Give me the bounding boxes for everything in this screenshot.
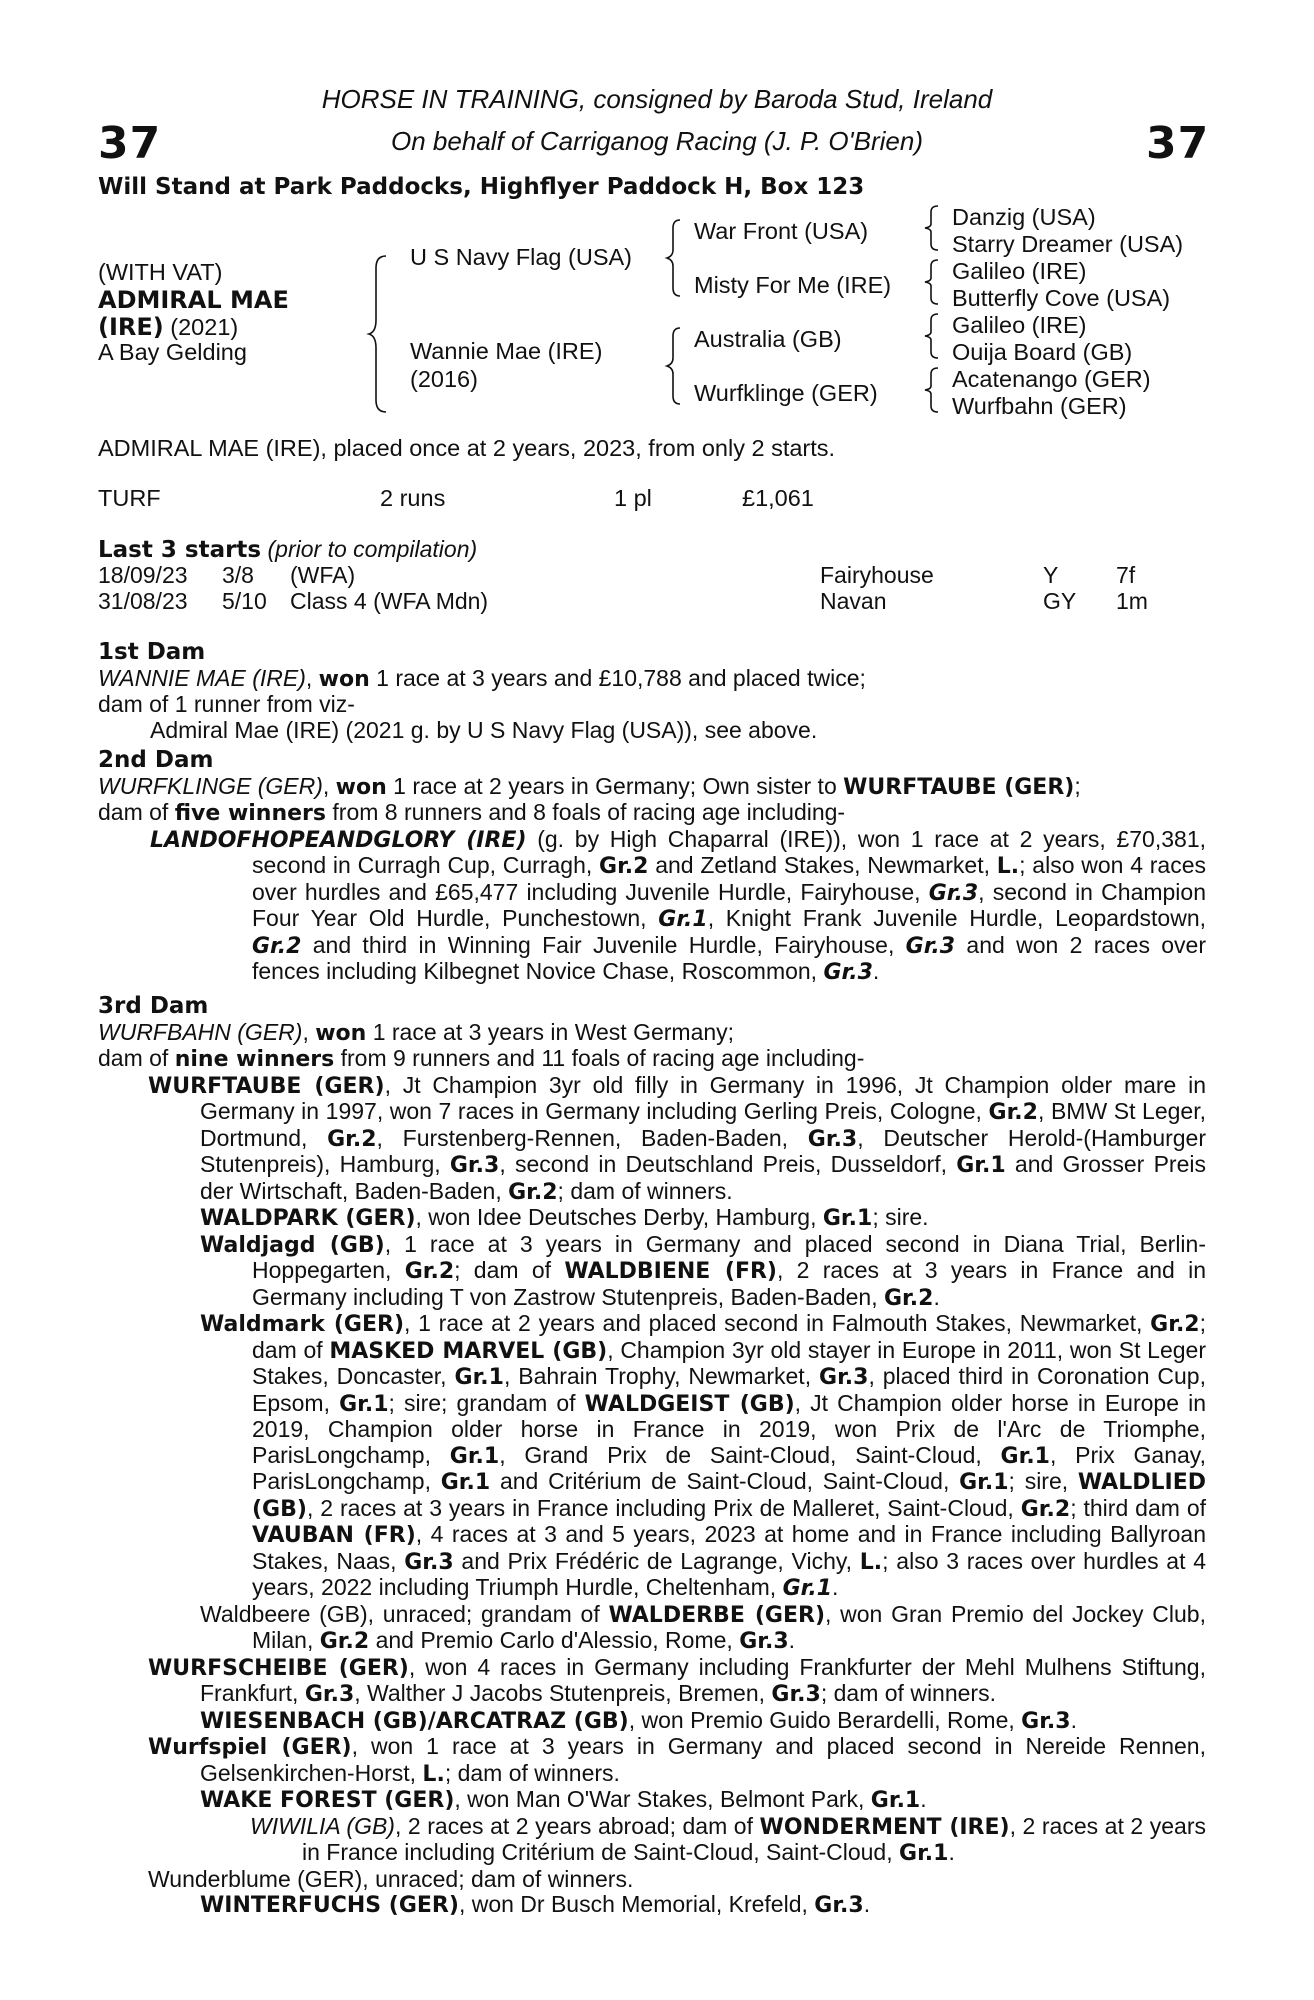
horse-name: WAKE FOREST (GER) bbox=[200, 1788, 455, 1813]
start-course: Navan bbox=[820, 588, 887, 614]
text: and Premio Carlo d'Alessio, Rome, bbox=[369, 1627, 740, 1653]
produce-entry bbox=[98, 1311, 1206, 1602]
horse-name: WALDBIENE (FR) bbox=[564, 1259, 777, 1284]
grade: Gr.2 bbox=[884, 1285, 934, 1311]
text: ; sire, bbox=[1008, 1468, 1078, 1494]
pedigree-sss: Danzig (USA) bbox=[952, 204, 1096, 230]
text: , 1 race at 2 years and placed second in Falmouth Stakes, Newmarket, bbox=[404, 1310, 1151, 1336]
pedigree-dss: Galileo (IRE) bbox=[952, 312, 1087, 338]
text: , 2 races at 3 years in France including Prix de Malleret, Saint-Cloud, bbox=[306, 1494, 1021, 1521]
start-date: 18/09/23 bbox=[98, 562, 188, 588]
dam-name: WANNIE MAE (IRE) bbox=[98, 664, 306, 691]
pedigree-bracket-gen3-3 bbox=[924, 312, 940, 360]
start-position: 5/10 bbox=[222, 588, 267, 614]
pedigree-dam-year: (2016) bbox=[410, 366, 478, 392]
text: , won 1 race at 3 years in Germany and placed second in Nereide Rennen, Gelsenkirchen-Horst, bbox=[200, 1733, 1206, 1786]
text: 1 race at 3 years and £10,788 and placed twice; bbox=[369, 664, 866, 691]
text: , Deutscher Herold-(Hamburger Stutenpreis), Hamburg, bbox=[200, 1124, 1207, 1177]
text: , bbox=[302, 1018, 316, 1045]
grade: Gr.1 bbox=[782, 1576, 832, 1601]
winners-count: five winners bbox=[174, 801, 327, 826]
first-dam-produce-line: dam of 1 runner from viz- bbox=[98, 691, 355, 717]
grade: Gr.1 bbox=[870, 1788, 921, 1813]
pedigree-bracket-sire bbox=[666, 218, 682, 298]
grade: Gr.3 bbox=[739, 1629, 789, 1654]
produce-entry bbox=[98, 1602, 1206, 1655]
text: , Furstenberg-Rennen, Baden-Baden, bbox=[376, 1124, 808, 1151]
text: ; dam of bbox=[454, 1257, 565, 1283]
text: ; also 3 races over hurdles at 4 years, 2022 including Triumph Hurdle, Cheltenham, bbox=[252, 1547, 1207, 1600]
text: , Jt Champion older horse in Europe in 2019, Champion older horse in France in 2019, won Prix de l'Arc de Triomphe, ParisLongchamp, bbox=[252, 1389, 1206, 1468]
pedigree-ssd: Starry Dreamer (USA) bbox=[952, 231, 1184, 257]
third-dam-produce-line bbox=[98, 1046, 1206, 1073]
text: (g. by High Chaparral (IRE)), won 1 race at 2 years, £70,381, second in Curragh Cup, Curragh, bbox=[252, 825, 1207, 878]
text: dam of bbox=[98, 1045, 175, 1071]
stand-location: Will Stand at Park Paddocks, Highflyer Paddock H, Box 123 bbox=[98, 174, 865, 200]
text: , won Dr Busch Memorial, Krefeld, bbox=[458, 1891, 815, 1917]
grade: L. bbox=[859, 1549, 883, 1575]
horse-name: Wurfspiel (GER) bbox=[148, 1735, 352, 1760]
horse-name: WONDERMENT (IRE) bbox=[759, 1814, 1010, 1840]
second-dam-title: 2nd Dam bbox=[98, 747, 214, 773]
text: ; dam of winners. bbox=[444, 1759, 620, 1786]
text: from 9 runners and 11 foals of racing age including- bbox=[334, 1045, 865, 1071]
grade: Gr.3 bbox=[928, 880, 979, 906]
text: ; third dam of bbox=[1070, 1494, 1206, 1521]
last-starts-heading bbox=[98, 536, 477, 563]
grade: Gr.2 bbox=[599, 854, 649, 879]
lot-number-right: 37 bbox=[1146, 118, 1210, 169]
third-dam-line bbox=[98, 1020, 1206, 1047]
grade: Gr.3 bbox=[1021, 1708, 1071, 1734]
won-label: won bbox=[318, 666, 370, 692]
pedigree-dam-dam: Wurfklinge (GER) bbox=[694, 380, 878, 406]
produce-entry bbox=[98, 1232, 1206, 1312]
grade: Gr.3 bbox=[404, 1549, 454, 1575]
grade: Gr.1 bbox=[454, 1365, 504, 1390]
horse-name: WIWILIA (GB) bbox=[250, 1812, 395, 1839]
text: from 8 runners and 8 foals of racing age including- bbox=[326, 799, 846, 825]
won-label: won bbox=[315, 1020, 367, 1046]
grade: Gr.3 bbox=[807, 1126, 858, 1152]
grade: Gr.2 bbox=[1150, 1312, 1200, 1337]
pedigree-sire-dam: Misty For Me (IRE) bbox=[694, 272, 892, 298]
record-runs: 2 runs bbox=[380, 485, 446, 511]
horse-name: ADMIRAL MAE bbox=[98, 286, 289, 314]
produce-entry bbox=[98, 1814, 1206, 1867]
grade: Gr.1 bbox=[449, 1443, 500, 1469]
horse-year: (2021) bbox=[163, 314, 239, 340]
grade: Gr.2 bbox=[252, 933, 302, 959]
text: and Prix Frédéric de Lagrange, Vichy, bbox=[453, 1547, 860, 1574]
produce-entry bbox=[98, 1655, 1206, 1708]
text: ; dam of winners. bbox=[820, 1680, 996, 1706]
record-earnings: £1,061 bbox=[742, 485, 814, 511]
text: . bbox=[1070, 1706, 1077, 1733]
first-dam-title: 1st Dam bbox=[98, 639, 206, 665]
start-row bbox=[98, 562, 1206, 588]
produce-entry bbox=[98, 1205, 1206, 1232]
horse-name: WALDPARK (GER) bbox=[200, 1206, 416, 1231]
text: , Bahrain Trophy, Newmarket, bbox=[503, 1363, 820, 1389]
grade: Gr.2 bbox=[404, 1259, 455, 1284]
pedigree-sds: Galileo (IRE) bbox=[952, 258, 1087, 284]
text: dam of bbox=[98, 799, 175, 825]
grade: Gr.3 bbox=[771, 1682, 821, 1707]
text: , 2 races at 2 years in France including Critérium de Saint-Cloud, Saint-Cloud, bbox=[302, 1812, 1207, 1865]
grade: Gr.2 bbox=[319, 1629, 370, 1654]
horse-name: MASKED MARVEL (GB) bbox=[329, 1338, 608, 1364]
text: , bbox=[305, 664, 319, 691]
lot-number-left: 37 bbox=[98, 118, 162, 169]
text: , won Gran Premio del Jockey Club, Milan, bbox=[252, 1600, 1206, 1653]
text: . bbox=[832, 1574, 839, 1600]
consignor-line: HORSE IN TRAINING, consigned by Baroda Stud, Ireland bbox=[321, 84, 993, 114]
grade: Gr.2 bbox=[988, 1100, 1038, 1125]
winners-count: nine winners bbox=[174, 1047, 335, 1072]
start-position: 3/8 bbox=[222, 562, 254, 588]
pedigree-dds: Acatenango (GER) bbox=[952, 366, 1151, 392]
text: . bbox=[863, 1891, 871, 1917]
text: . bbox=[788, 1627, 796, 1653]
text: , 4 races at 3 and 5 years, 2023 at home and in France including Ballyroan Stakes, Naas, bbox=[252, 1521, 1206, 1574]
start-race: (WFA) bbox=[290, 562, 356, 588]
horse-name: WALDERBE (GER) bbox=[608, 1602, 825, 1628]
race-summary: ADMIRAL MAE (IRE), placed once at 2 years, 2023, from only 2 starts. bbox=[98, 435, 836, 461]
text: , 1 race at 3 years in Germany and placed second in Diana Trial, Berlin-Hoppegarten, bbox=[252, 1230, 1206, 1283]
text: ; sire; grandam of bbox=[388, 1389, 585, 1416]
text: , second in Deutschland Preis, Dusseldorf, bbox=[499, 1151, 957, 1177]
text: , 2 races at 3 years in France and in Germany including T von Zastrow Stutenpreis, Baden-Baden, bbox=[252, 1257, 1207, 1310]
horse-name: LANDOFHOPEANDGLORY (IRE) bbox=[150, 827, 527, 853]
grade: Gr.3 bbox=[823, 960, 873, 985]
horse-country: (IRE) bbox=[98, 313, 164, 341]
start-distance: 7f bbox=[1116, 562, 1136, 588]
first-dam-line bbox=[98, 666, 1206, 693]
grade: L. bbox=[996, 854, 1020, 879]
won-label: won bbox=[335, 774, 387, 800]
text: . bbox=[948, 1839, 955, 1865]
pedigree-bracket-gen3-2 bbox=[924, 258, 940, 306]
text: , Champion 3yr old stayer in Europe in 2011, won St Leger Stakes, Doncaster, bbox=[252, 1336, 1206, 1389]
text: , second in Champion Four Year Old Hurdle, Punchestown, bbox=[252, 878, 1207, 931]
text: ; bbox=[1074, 772, 1081, 799]
pedigree-sire: U S Navy Flag (USA) bbox=[410, 244, 632, 270]
record-placed: 1 pl bbox=[614, 485, 652, 511]
pedigree-bracket-gen3-1 bbox=[924, 204, 940, 252]
grade: Gr.2 bbox=[327, 1126, 377, 1152]
text: . bbox=[933, 1283, 940, 1310]
grade: Gr.1 bbox=[959, 1470, 1009, 1495]
text: , Knight Frank Juvenile Hurdle, Leopardstown, bbox=[707, 905, 1207, 931]
pedigree-dsd: Ouija Board (GB) bbox=[952, 339, 1133, 365]
pedigree-bracket-dam bbox=[666, 326, 682, 406]
horse-name: WINTERFUCHS (GER) bbox=[200, 1893, 459, 1918]
text: , won Man O'War Stakes, Belmont Park, bbox=[454, 1786, 871, 1812]
produce-entry bbox=[98, 1787, 1206, 1814]
text: and Critérium de Saint-Cloud, Saint-Cloud, bbox=[490, 1468, 960, 1494]
grade: Gr.1 bbox=[1000, 1443, 1050, 1469]
pedigree-dam: Wannie Mae (IRE) bbox=[410, 338, 603, 364]
text: and Zetland Stakes, Newmarket, bbox=[648, 852, 997, 878]
grade: Gr.3 bbox=[819, 1365, 869, 1390]
last-starts-title: Last 3 starts bbox=[98, 537, 262, 563]
pedigree-bracket-gen1 bbox=[368, 254, 388, 414]
start-going: Y bbox=[1043, 562, 1059, 588]
text: . bbox=[872, 958, 880, 984]
grade: Gr.3 bbox=[905, 933, 956, 959]
second-dam-section bbox=[98, 748, 1206, 986]
on-behalf-line: On behalf of Carriganog Racing (J. P. O'Brien) bbox=[391, 126, 923, 156]
pedigree-bracket-gen3-4 bbox=[924, 366, 940, 414]
third-dam-section bbox=[98, 994, 1206, 1919]
produce-entry bbox=[98, 1734, 1206, 1787]
text: ; sire. bbox=[872, 1204, 929, 1230]
grade: Gr.2 bbox=[1020, 1496, 1071, 1522]
start-distance: 1m bbox=[1116, 588, 1148, 614]
text: ; dam of bbox=[252, 1310, 1206, 1363]
text: 1 race at 3 years in West Germany; bbox=[366, 1018, 735, 1045]
dam-name: WURFBAHN (GER) bbox=[98, 1018, 303, 1045]
grade: Gr.3 bbox=[814, 1893, 864, 1918]
text: , won 4 races in Germany including Frankfurter der Mehl Mulhens Stiftung, Frankfurt, bbox=[200, 1653, 1206, 1706]
text: and won 2 races over fences including Kilbegnet Novice Chase, Roscommon, bbox=[252, 931, 1206, 984]
produce-entry bbox=[98, 827, 1206, 986]
record-surface: TURF bbox=[98, 485, 161, 511]
produce-entry bbox=[98, 1892, 1206, 1919]
produce-entry: Wunderblume (GER), unraced; dam of winners. bbox=[148, 1865, 634, 1892]
text: . bbox=[920, 1786, 927, 1812]
grade: Gr.1 bbox=[440, 1470, 491, 1495]
horse-name: WIESENBACH (GB)/ARCATRAZ (GB) bbox=[200, 1708, 629, 1734]
grade: Gr.1 bbox=[956, 1153, 1006, 1178]
text: 1 race at 2 years in Germany; Own sister to bbox=[386, 772, 844, 799]
grade: Gr.1 bbox=[899, 1841, 949, 1866]
vat-note: (WITH VAT) bbox=[98, 259, 223, 285]
grade: Gr.2 bbox=[508, 1179, 558, 1205]
text: , Grand Prix de Saint-Cloud, Saint-Cloud, bbox=[499, 1441, 1001, 1468]
produce-entry bbox=[98, 1708, 1206, 1735]
text: , Walther J Jacobs Stutenpreis, Bremen, bbox=[354, 1680, 772, 1706]
text: Waldbeere (GB), unraced; grandam of bbox=[200, 1600, 609, 1627]
third-dam-title: 3rd Dam bbox=[98, 993, 209, 1019]
start-race: Class 4 (WFA Mdn) bbox=[290, 588, 489, 614]
text: , 2 races at 2 years abroad; dam of bbox=[394, 1812, 760, 1839]
horse-name: WURFTAUBE (GER) bbox=[148, 1073, 385, 1099]
last-starts-note: (prior to compilation) bbox=[261, 536, 478, 562]
horse-name: WALDLIED (GB) bbox=[252, 1470, 1206, 1522]
horse-name: VAUBAN (FR) bbox=[252, 1523, 416, 1548]
first-dam-runner: Admiral Mae (IRE) (2021 g. by U S Navy Flag (USA)), see above. bbox=[150, 716, 818, 743]
start-date: 31/08/23 bbox=[98, 588, 188, 614]
horse-name: WURFSCHEIBE (GER) bbox=[148, 1655, 409, 1681]
first-dam-section bbox=[98, 640, 1206, 743]
horse-name: Waldjagd (GB) bbox=[200, 1232, 385, 1258]
text: , won Idee Deutsches Derby, Hamburg, bbox=[415, 1204, 823, 1230]
dam-name: WURFKLINGE (GER) bbox=[98, 772, 323, 799]
text: ; also won 4 races over hurdles and £65,477 including Juvenile Hurdle, Fairyhouse, bbox=[252, 852, 1207, 905]
text: , BMW St Leger, Dortmund, bbox=[200, 1098, 1206, 1151]
text: , Prix Ganay, ParisLongchamp, bbox=[252, 1441, 1206, 1494]
text: , Jt Champion 3yr old filly in Germany in 1996, Jt Champion older mare in Germany in 1997, won 7 races in Germany including Gerling Preis, Cologne, bbox=[200, 1071, 1206, 1124]
grade: Gr.3 bbox=[449, 1153, 500, 1178]
start-row bbox=[98, 588, 1206, 614]
text: and third in Winning Fair Juvenile Hurdle, Fairyhouse, bbox=[301, 931, 906, 958]
second-dam-produce-line bbox=[98, 800, 1206, 827]
pedigree-sire-sire: War Front (USA) bbox=[694, 218, 869, 244]
horse-origin-year bbox=[98, 313, 238, 341]
horse-name: WALDGEIST (GB) bbox=[584, 1391, 795, 1417]
text: , bbox=[322, 772, 336, 799]
pedigree-ddd: Wurfbahn (GER) bbox=[952, 393, 1127, 419]
start-going: GY bbox=[1043, 588, 1077, 614]
start-course: Fairyhouse bbox=[820, 562, 934, 588]
text: , won Premio Guido Berardelli, Rome, bbox=[628, 1706, 1022, 1733]
pedigree-dam-sire: Australia (GB) bbox=[694, 326, 842, 352]
grade: Gr.3 bbox=[304, 1682, 355, 1707]
sibling-name: WURFTAUBE (GER) bbox=[843, 774, 1075, 800]
pedigree-sdd: Butterfly Cove (USA) bbox=[952, 285, 1171, 311]
grade: L. bbox=[422, 1761, 445, 1787]
second-dam-line bbox=[98, 774, 1206, 801]
produce-entry bbox=[98, 1073, 1206, 1206]
text: and Grosser Preis der Wirtschaft, Baden-Baden, bbox=[200, 1151, 1206, 1204]
text: , placed third in Coronation Cup, Epsom, bbox=[252, 1363, 1206, 1416]
grade: Gr.1 bbox=[658, 907, 708, 932]
grade: Gr.1 bbox=[339, 1391, 389, 1417]
horse-name: Waldmark (GER) bbox=[200, 1312, 405, 1337]
grade: Gr.1 bbox=[822, 1206, 873, 1231]
text: ; dam of winners. bbox=[557, 1177, 733, 1204]
horse-description: A Bay Gelding bbox=[98, 339, 247, 365]
